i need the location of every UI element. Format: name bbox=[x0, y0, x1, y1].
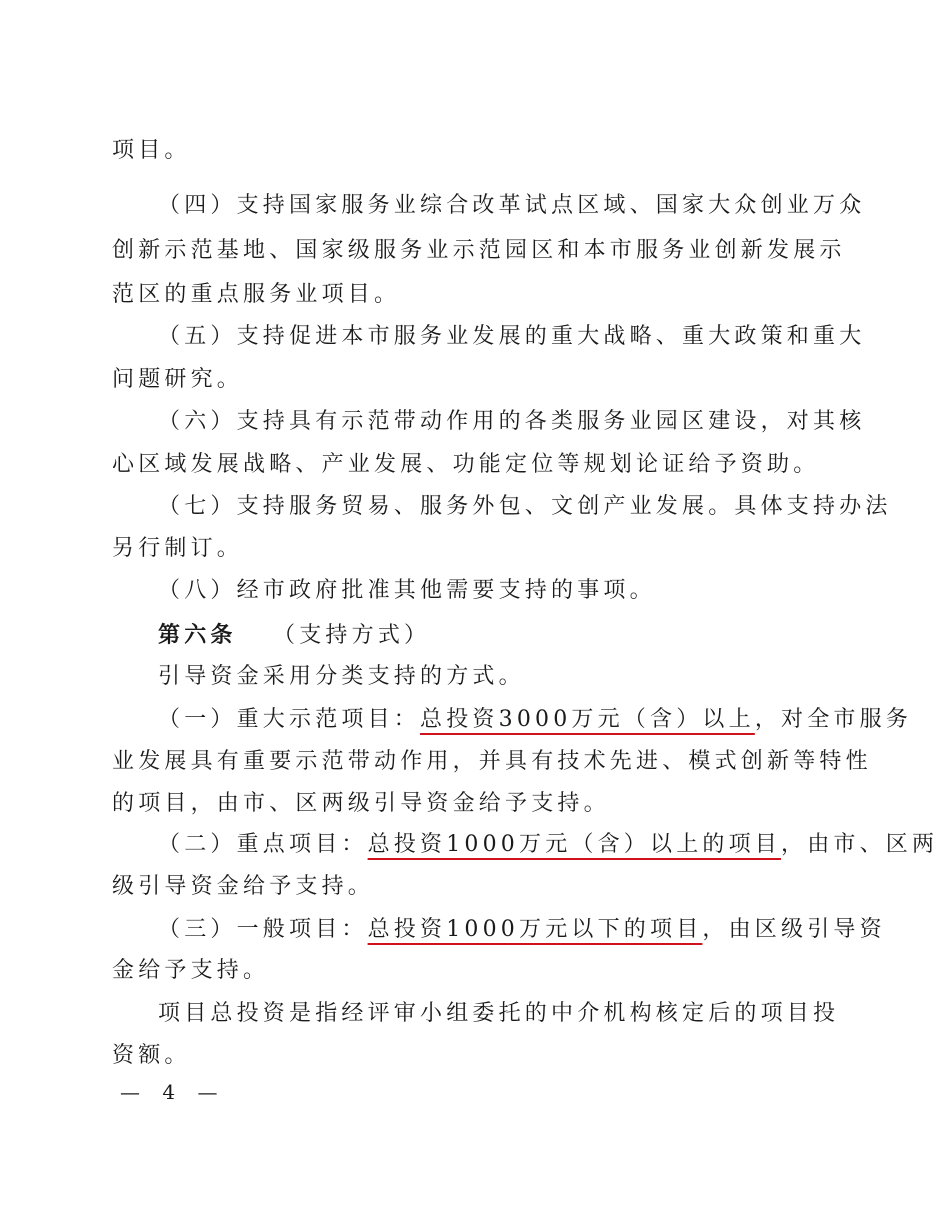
item-3-line bbox=[158, 919, 886, 941]
item-2-highlight: 总投资1000万元（含）以上的项目 bbox=[367, 832, 781, 857]
paragraph-line: （七）支持服务贸易、服务外包、文创产业发展。具体支持办法 bbox=[158, 494, 892, 519]
paragraph-line: 项目总投资是指经评审小组委托的中介机构核定后的项目投 bbox=[158, 1001, 840, 1026]
item-1-line bbox=[158, 709, 912, 731]
item-2-prefix: （二）重点项目： bbox=[158, 832, 368, 857]
item-1-highlight: 总投资3000万元（含）以上 bbox=[420, 707, 755, 732]
item-3-suffix: ，由区级引导资 bbox=[702, 917, 886, 942]
item-3-highlight: 总投资1000万元以下的项目 bbox=[367, 917, 703, 942]
item-3-prefix: （三）一般项目： bbox=[158, 917, 368, 942]
paragraph-line: 引导资金采用分类支持的方式。 bbox=[158, 664, 525, 689]
paragraph-line: 心区域发展战略、产业发展、功能定位等规划论证给予资助。 bbox=[112, 452, 820, 477]
article-heading-line bbox=[158, 624, 430, 647]
paragraph-line: （八）经市政府批准其他需要支持的事项。 bbox=[158, 578, 656, 603]
paragraph-line: 创新示范基地、国家级服务业示范园区和本市服务业创新发展示 bbox=[112, 238, 846, 263]
paragraph-line: 业发展具有重要示范带动作用，并具有技术先进、模式创新等特性 bbox=[112, 749, 872, 774]
item-2-line bbox=[158, 834, 938, 856]
paragraph-line: 问题研究。 bbox=[112, 367, 244, 392]
paragraph-line: 级引导资金给予支持。 bbox=[112, 874, 375, 899]
article-heading: 第六条 bbox=[158, 622, 237, 648]
item-1-prefix: （一）重大示范项目： bbox=[158, 707, 421, 732]
paragraph-line: 资额。 bbox=[112, 1043, 191, 1068]
item-2-suffix: ，由市、区两 bbox=[781, 832, 938, 857]
page-number: — 4 — bbox=[120, 1080, 226, 1104]
paragraph-line: （四）支持国家服务业综合改革试点区域、国家大众创业万众 bbox=[158, 193, 866, 218]
paragraph-line: 金给予支持。 bbox=[112, 958, 270, 983]
item-1-suffix: ，对全市服务 bbox=[754, 707, 913, 732]
paragraph-line: 项目。 bbox=[112, 138, 191, 163]
article-subtitle: （支持方式） bbox=[273, 623, 431, 648]
paragraph-line: 的项目，由市、区两级引导资金给予支持。 bbox=[112, 791, 610, 816]
paragraph-line: （五）支持促进本市服务业发展的重大战略、重大政策和重大 bbox=[158, 324, 866, 349]
paragraph-line: 范区的重点服务业项目。 bbox=[112, 282, 401, 307]
paragraph-line: （六）支持具有示范带动作用的各类服务业园区建设，对其核 bbox=[158, 409, 866, 434]
paragraph-line: 另行制订。 bbox=[112, 536, 244, 561]
